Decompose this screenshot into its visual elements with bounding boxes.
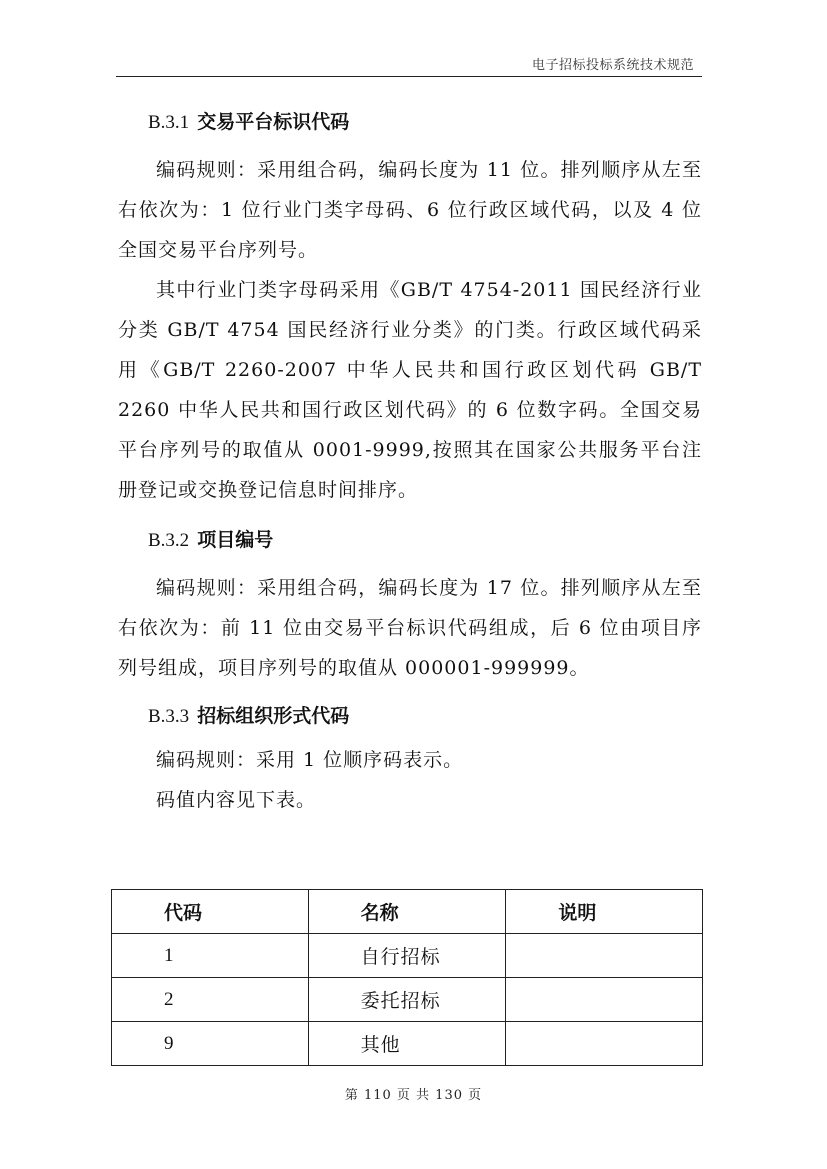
table-cell: 9 [112,1022,309,1066]
section-heading-b32 [148,528,702,552]
table-cell [506,934,703,978]
table-row [112,1022,703,1066]
table-cell: 其他 [308,1022,506,1066]
column-header: 代码 [112,890,309,934]
paragraph: 编码规则：采用组合码，编码长度为 17 位。排列顺序从左至右依次为：前 11 位由交易平台标识代码组成，后 6 位由项目序列号组成，项目序列号的取值从 000001-999999。 [118,577,702,679]
table-header-row [112,890,703,934]
paragraph: 其中行业门类字母码采用《GB/T 4754-2011 国民经济行业分类 GB/T 4754 国民经济行业分类》的门类。行政区域代码采用《GB/T 2260-2007 中华人民共和国行政区划代码 GB/T 2260 中华人民共和国行政区划代码》的 6 位数字码。全国交易平台序列号的取值从 0001-9999,按照其在国家公共服务平台注册登记或交换登记信息时间排序。 [118,279,702,501]
section-number: B.3.2 [148,530,190,551]
page-header [116,52,702,77]
code-table [111,889,703,1066]
paragraph: 编码规则：采用 1 位顺序码表示。 [156,749,464,771]
section-number: B.3.3 [148,706,190,727]
table-row [112,934,703,978]
page-footer: 第 110 页 共 130 页 [344,1088,483,1103]
document-body [118,100,702,820]
table-cell: 自行招标 [308,934,506,978]
document-title: 电子招标投标系统技术规范 [531,58,694,73]
table-cell [506,1022,703,1066]
table-cell: 委托招标 [308,978,506,1022]
paragraph: 编码规则：采用组合码，编码长度为 11 位。排列顺序从左至右依次为：1 位行业门类字母码、6 位行政区域代码，以及 4 位全国交易平台序列号。 [118,159,702,261]
section-title: 项目编号 [197,529,274,551]
table-cell: 2 [112,978,309,1022]
column-header: 名称 [308,890,506,934]
section-title: 交易平台标识代码 [197,111,350,133]
table-cell: 1 [112,934,309,978]
paragraph: 码值内容见下表。 [156,789,317,811]
table-row [112,978,703,1022]
section-title: 招标组织形式代码 [197,705,350,727]
table-cell [506,978,703,1022]
column-header: 说明 [506,890,703,934]
section-heading-b31 [148,110,702,134]
section-number: B.3.1 [148,112,190,133]
section-heading-b33 [148,704,702,728]
